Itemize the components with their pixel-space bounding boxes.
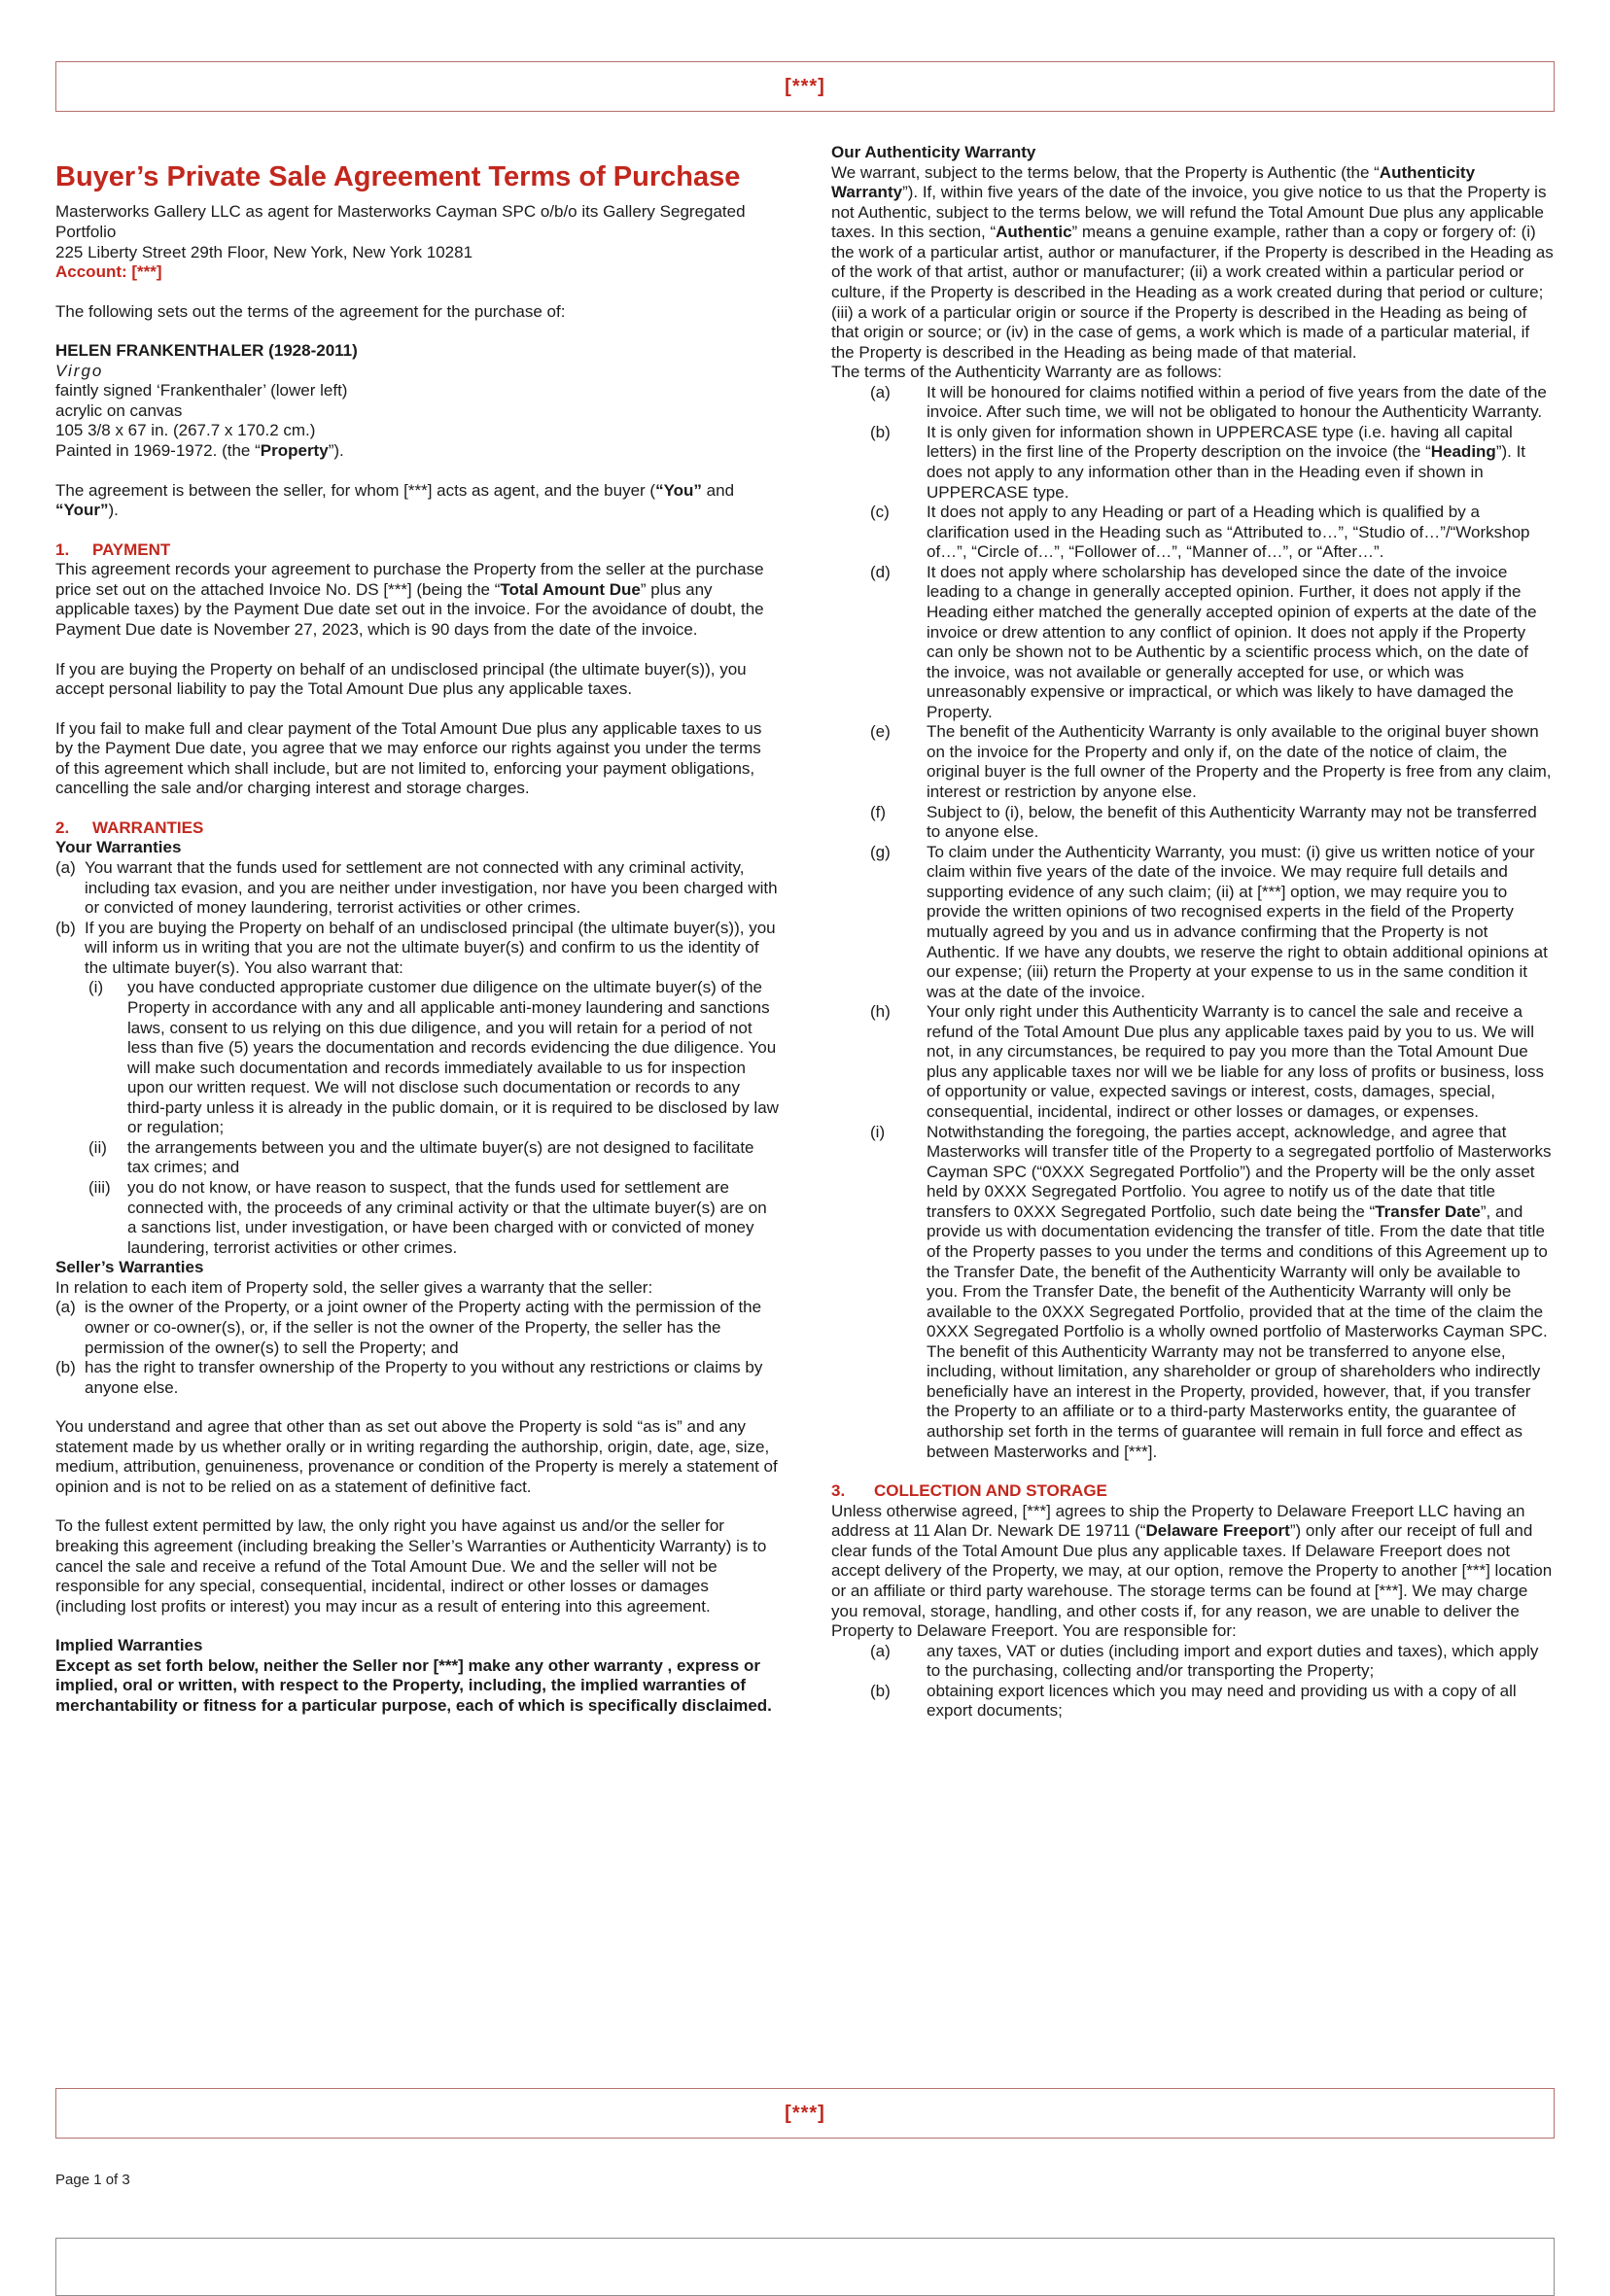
left-column xyxy=(55,143,779,1717)
list-item-text: has the right to transfer ownership of the Property to you without any restrictions or claims by anyone else. xyxy=(85,1358,763,1397)
list-item xyxy=(831,423,1555,503)
list-item xyxy=(831,722,1555,802)
list-marker: (iii) xyxy=(88,1178,111,1197)
list-item-text: It does not apply where scholarship has developed since the date of the invoice leading to a change in generally accepted opinion. Further, it does not apply if the Heading either matched the generally accepted opinion of experts at the date of the invoice or drew attention to any conflict of opinion. It does not apply if the Property can only be shown not to be Authentic by a scientific process which, on the date of the invoice, was not available or generally accepted for use, or which was unreasonably expensive or impractical, or which was likely to have damaged the Property. xyxy=(927,562,1537,721)
list-item-text: You warrant that the funds used for settlement are not connected with any criminal activity, including tax evasion, and you are neither under investigation, nor have you been charged with or convicted of money laundering, terrorist activities or other crimes. xyxy=(85,858,778,918)
subheading: Our Authenticity Warranty xyxy=(831,143,1036,161)
section-number: 1. xyxy=(55,539,70,559)
list-item-text: any taxes, VAT or duties (including import and export duties and taxes), which apply to the purchasing, collecting and/or transporting the Property; xyxy=(927,1641,1539,1681)
paragraph: 225 Liberty Street 29th Floor, New York, New York 10281 xyxy=(55,242,473,261)
list-marker: (f) xyxy=(870,802,887,821)
right-column-blocks xyxy=(831,143,1555,1722)
list-item xyxy=(55,1298,779,1358)
paragraph: If you are buying the Property on behalf of an undisclosed principal (the ultimate buyer(s)), you accept personal liability to pay the Total Amount Due plus any applicable taxes. xyxy=(55,659,747,699)
paragraph xyxy=(55,262,779,283)
right-column xyxy=(831,143,1555,1722)
list-item-text: It does not apply to any Heading or part of a Heading which is qualified by a clarification used in the Heading such as “Attributed to…”, “Studio of…”/“Workshop of…”, “Circle of…”, “Follower of…”, “Manner of…”, or “After…”. xyxy=(927,503,1530,562)
text-segment: HELEN FRANKENTHALER (1928-2011) xyxy=(55,341,358,361)
spacer xyxy=(55,1497,779,1516)
list-item-text: is the owner of the Property, or a joint owner of the Property acting with the permission of the owner or co-owner(s), or, if the seller is not the owner of the Property, the seller has the permission of the owner(s) to sell the Property; and xyxy=(85,1298,762,1357)
list-item xyxy=(831,563,1555,723)
paragraph xyxy=(55,341,779,362)
list-marker: (a) xyxy=(55,858,76,877)
list-marker: (a) xyxy=(870,1641,891,1660)
list-marker: (b) xyxy=(870,1681,891,1700)
list-marker: (h) xyxy=(870,1002,891,1022)
list-item-text: the arrangements between you and the ultimate buyer(s) are not designed to facilitate tax crimes; and xyxy=(127,1137,754,1177)
spacer xyxy=(55,799,779,818)
page-number: Page 1 of 3 xyxy=(55,2172,130,2188)
list-item xyxy=(55,978,779,1138)
list-marker: (d) xyxy=(870,562,891,581)
spacer xyxy=(55,700,779,719)
list-marker: (e) xyxy=(870,722,891,742)
text-segment: Authenticity Warranty xyxy=(831,162,1476,202)
list-marker: (i) xyxy=(88,978,104,997)
paragraph: If you fail to make full and clear payment of the Total Amount Due plus any applicable taxes to us by the Payment Due date, you agree that we may enforce our rights against you under the terms of this agreement which shall include, but are not limited to, enforcing your payment obligations, cancelling the sale and/or charging interest and storage charges. xyxy=(55,718,762,798)
list-item xyxy=(831,803,1555,843)
list-marker: (b) xyxy=(55,918,76,937)
list-marker: (b) xyxy=(870,422,891,441)
text-segment: Property xyxy=(260,441,329,460)
paragraph xyxy=(55,362,779,382)
paragraph: The terms of the Authenticity Warranty are as follows: xyxy=(831,363,1222,382)
paragraph: In relation to each item of Property sold, the seller gives a warranty that the seller: xyxy=(55,1277,653,1297)
list-marker: (g) xyxy=(870,842,891,861)
text-segment: Except as set forth below, neither the Seller nor [***] make any other warranty , express or implied, oral or written, with respect to the Property, including, the implied warranties of merchantability or fitness for a particular purpose, each of which is specifically disclaimed. xyxy=(55,1655,772,1715)
list-item xyxy=(831,843,1555,1003)
spacer xyxy=(831,1462,1555,1481)
text-segment: “Your” xyxy=(55,501,109,520)
text-segment: Account: [***] xyxy=(55,262,162,282)
text-segment: Total Amount Due xyxy=(500,579,641,599)
section-heading xyxy=(55,540,779,561)
list-item xyxy=(55,919,779,979)
list-item-text: It will be honoured for claims notified within a period of five years from the date of the invoice. After such time, we will not be obligated to honour the Authenticity Warranty. xyxy=(927,382,1547,422)
paragraph xyxy=(55,1656,779,1717)
section-heading xyxy=(831,1481,1555,1502)
spacer xyxy=(55,283,779,302)
list-item xyxy=(831,383,1555,423)
redacted-footer-box xyxy=(55,2088,1555,2139)
list-item-text: It is only given for information shown in UPPERCASE type (i.e. having all capital letters) in the first line of the Property description on the invoice (the “Heading”). It does not apply to any information other than in the Heading even if shown in UPPERCASE type. xyxy=(927,422,1526,502)
list-item-text: Notwithstanding the foregoing, the parties accept, acknowledge, and agree that Masterworks will transfer title of the Property to a segregated portfolio of Masterworks Cayman SPC (“0XXX Segregated Portfolio”) and the Property will be the only asset held by 0XXX Segregated Portfolio. You agree to notify us of the date that title transfers to 0XXX Segregated Portfolio, such date being the “Transfer Date”, and provide us with documentation evidencing the transfer of title. From the date that title of the Property passes to you under the terms and conditions of this Agreement up to the Transfer Date, the benefit of the Authenticity Warranty will only be available to you. From the Transfer Date, the benefit of the Authenticity Warranty will only be available to the 0XXX Segregated Portfolio, provided that at the time of the claim the 0XXX Segregated Portfolio is a wholly owned portfolio of Masterworks Cayman SPC. The benefit of this Authenticity Warranty may not be transferred to anyone else, including, without limitation, any shareholder or group of shareholders who indirectly beneficially have an interest in the Property, provided, however, that, if you transfer the Property to an affiliate or to a third-party Masterworks entity, the guarantee of authorship set forth in the terms of guarantee will remain in full force and effect as between Masterworks and [***]. xyxy=(927,1122,1552,1461)
list-marker: (b) xyxy=(55,1358,76,1377)
list-item-text: you have conducted appropriate customer due diligence on the ultimate buyer(s) of the Property in accordance with any and all applicable anti-money laundering and sanctions laws, consent to us relying on this due diligence, and you will retain for a period of not less than five (5) years the documentation and records evidencing the due diligence. You will make such documentation and records immediately available to us for inspection upon our written request. We will not disclose such documentation or records to any third-party unless it is already in the public domain, or it is required to be disclosed by law or regulation; xyxy=(127,978,779,1137)
subheading: Your Warranties xyxy=(55,838,182,857)
list-item-text: The benefit of the Authenticity Warranty is only available to the original buyer shown on the invoice for the Property and only if, on the date of the notice of claim, the original buyer is the full owner of the Property and the Property is free from any claim, interest or restriction by anyone else. xyxy=(927,722,1552,801)
paragraph: To the fullest extent permitted by law, the only right you have against us and/or the seller for breaking this agreement (including breaking the Seller’s Warranties or Authenticity Warranty) is to cancel the sale and receive a refund of the Total Amount Due. We and the seller will not be responsible for any special, consequential, incidental, indirect or other losses or damages (including lost profits or interest) you may incur as a result of entering into this agreement. xyxy=(55,1516,767,1616)
list-item xyxy=(55,1138,779,1178)
document-title: Buyer’s Private Sale Agreement Terms of Purchase xyxy=(55,161,741,192)
paragraph: Masterworks Gallery LLC as agent for Masterworks Cayman SPC o/b/o its Gallery Segregated Portfolio xyxy=(55,202,746,241)
list-item xyxy=(55,858,779,919)
subheading: Seller’s Warranties xyxy=(55,1258,204,1277)
text-segment: Transfer Date xyxy=(1375,1201,1481,1221)
paragraph: faintly signed ‘Frankenthaler’ (lower left) xyxy=(55,381,348,400)
spacer xyxy=(55,1617,779,1636)
list-marker: (a) xyxy=(55,1298,76,1317)
spacer xyxy=(55,641,779,660)
spacer xyxy=(55,521,779,540)
list-marker: (c) xyxy=(870,503,890,522)
list-item xyxy=(831,1002,1555,1122)
text-segment: “You” xyxy=(655,480,702,500)
section-number: 3. xyxy=(831,1481,846,1501)
section-title: PAYMENT xyxy=(92,539,171,559)
spacer xyxy=(55,1398,779,1417)
section-title: COLLECTION AND STORAGE xyxy=(874,1481,1107,1501)
redacted-footer-text: [***] xyxy=(785,2102,825,2124)
redacted-header-text: [***] xyxy=(785,75,825,97)
list-item xyxy=(831,503,1555,563)
list-item-text: you do not know, or have reason to suspect, that the funds used for settlement are connected with, the proceeds of any criminal activity or that the ultimate buyer(s) are on a sanctions list, under investigation, or have been charged with or convicted of money laundering, terrorist activities or other crimes. xyxy=(127,1178,767,1257)
list-item xyxy=(831,1642,1555,1682)
text-segment: Authentic xyxy=(996,223,1072,242)
content-columns xyxy=(55,143,1555,1722)
list-item-text: To claim under the Authenticity Warranty, you must: (i) give us written notice of your claim within five years of the date of the invoice. We may require full details and supporting evidence of any such claim; (ii) at [***] option, we may require you to provide the written opinions of two recognised experts in the field of the Property mutually agreed by you and us in advance confirming that the Property is not Authentic. If we have any doubts, we reserve the right to obtain additional opinions at our expense; (iii) return the Property at your expense to us in the same condition it was at the date of the invoice. xyxy=(927,842,1548,1001)
section-title: WARRANTIES xyxy=(92,818,204,837)
paragraph: Painted in 1969-1972. (the “Property”). xyxy=(55,441,344,460)
section-heading xyxy=(55,818,779,839)
text-segment: Virgo xyxy=(55,361,104,380)
list-item xyxy=(55,1358,779,1398)
left-column-blocks xyxy=(55,202,779,1716)
section-number: 2. xyxy=(55,818,70,837)
spacer xyxy=(55,462,779,481)
paragraph: Unless otherwise agreed, [***] agrees to ship the Property to Delaware Freeport LLC having an address at 11 Alan Dr. Newark DE 19711 (“Delaware Freeport”) only after our receipt of full and clear funds of the Total Amount Due plus any applicable taxes. If Delaware Freeport does not accept delivery of the Property, we may, at our option, remove the Property to another [***] location or an affiliate or third party warehouse. The storage terms can be found at [***]. We may charge you removal, storage, handling, and other costs if, for any reason, we are unable to deliver the Property to Delaware Freeport. You are responsible for: xyxy=(831,1501,1553,1641)
list-marker: (i) xyxy=(870,1122,886,1141)
list-item xyxy=(831,1123,1555,1463)
paragraph: The agreement is between the seller, for whom [***] acts as agent, and the buyer (“You” and “Your”). xyxy=(55,480,735,520)
list-item xyxy=(831,1682,1555,1722)
list-item-text: Subject to (i), below, the benefit of this Authenticity Warranty may not be transferred to anyone else. xyxy=(927,802,1537,842)
redacted-header-box xyxy=(55,61,1555,112)
paragraph: We warrant, subject to the terms below, that the Property is Authentic (the “Authenticity Warranty”). If, within five years of the date of the invoice, you give notice to us that the Property is not Authentic, subject to the terms below, we will refund the Total Amount Due plus any applicable taxes. In this section, “Authentic” means a genuine example, rather than a copy or forgery of: (i) the work of a particular artist, author or manufacturer, if the Property is described in the Heading as of the work of that artist, author or manufacturer; (ii) a work created within a particular period or culture, if the Property is described in the Heading as a work created during that period or culture; (iii) a work of a particular origin or source if the Property is described in the Heading as being of that origin or source; or (iv) in the case of gems, a work which is made of a particular material, if the Property is described in the Heading as being made of that material. xyxy=(831,162,1554,362)
list-marker: (ii) xyxy=(88,1137,107,1157)
list-item-text: Your only right under this Authenticity Warranty is to cancel the sale and receive a refund of the Total Amount Due plus any applicable taxes paid by you to us. We will not, in any circumstances, be required to pay you more than the Total Amount Due plus any applicable taxes nor will we be liable for any loss of profits or business, loss of opportunity or value, expected savings or interest, costs, damages, special, consequential, incidental, indirect or other losses or damages, or expenses. xyxy=(927,1002,1544,1121)
text-segment: Heading xyxy=(1430,442,1496,462)
paragraph: 105 3/8 x 67 in. (267.7 x 170.2 cm.) xyxy=(55,421,316,440)
paragraph: You understand and agree that other than as set out above the Property is sold “as is” and any statement made by us whether orally or in writing regarding the authorship, origin, date, age, size, medium, attribution, genuineness, provenance or condition of the Property is merely a statement of opinion and is not to be relied on as a statement of definitive fact. xyxy=(55,1417,778,1496)
list-item-text: If you are buying the Property on behalf of an undisclosed principal (the ultimate buyer(s)), you will inform us in writing that you are not the ultimate buyer(s) and confirm to us the identity of the ultimate buyer(s). You also warrant that: xyxy=(85,918,776,977)
paragraph: This agreement records your agreement to purchase the Property from the seller at the purchase price set out on the attached Invoice No. DS [***] (being the “Total Amount Due” plus any applicable taxes) by the Payment Due date set out in the invoice. For the avoidance of doubt, the Payment Due date is November 27, 2023, which is 90 days from the date of the invoice. xyxy=(55,560,764,639)
list-item-text: obtaining export licences which you may need and providing us with a copy of all export documents; xyxy=(927,1681,1517,1721)
list-marker: (a) xyxy=(870,382,891,401)
subheading: Implied Warranties xyxy=(55,1636,203,1655)
paragraph: The following sets out the terms of the agreement for the purchase of: xyxy=(55,301,566,321)
text-segment: Delaware Freeport xyxy=(1145,1521,1290,1541)
spacer xyxy=(55,322,779,341)
list-item xyxy=(55,1178,779,1258)
paragraph: acrylic on canvas xyxy=(55,400,183,420)
next-page-box-partial xyxy=(55,2238,1555,2296)
